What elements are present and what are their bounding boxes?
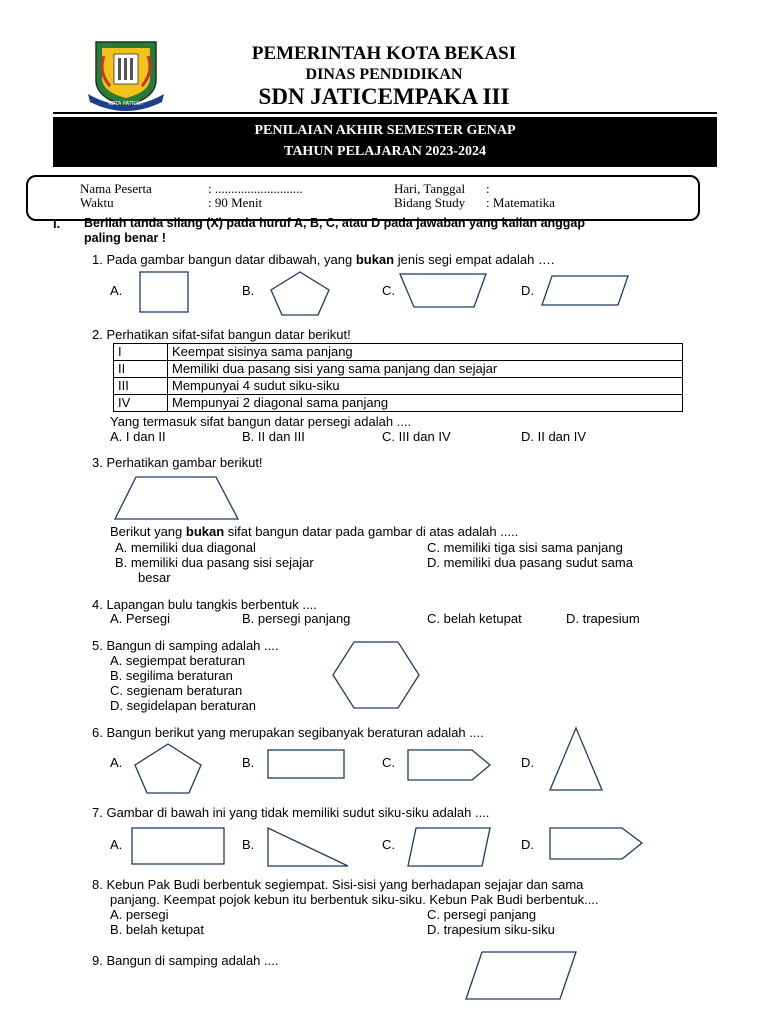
q6-option-d[interactable]: D. xyxy=(521,755,534,770)
q6-arrow-pentagon-shape xyxy=(406,748,492,782)
q6-triangle-shape xyxy=(548,726,604,792)
q8-text: 8. Kebun Pak Budi berbentuk segiempat. Sisi-sisi yang berhadapan sejajar dan sama xyxy=(92,877,584,892)
q1-option-a[interactable]: A. xyxy=(110,283,123,298)
table-cell: IV xyxy=(114,395,168,412)
q4-option-a[interactable]: A. Persegi xyxy=(110,611,170,626)
q2-properties-table xyxy=(113,343,683,412)
q3-text: 3. Perhatikan gambar berikut! xyxy=(92,455,263,470)
hari-label: Hari, Tanggal xyxy=(394,181,466,196)
q1-option-d[interactable]: D. xyxy=(521,283,534,298)
q4-text: 4. Lapangan bulu tangkis berbentuk .... xyxy=(92,597,317,612)
banner-title: PENILAIAN AKHIR SEMESTER GENAP xyxy=(254,123,516,138)
table-row xyxy=(114,378,683,395)
q6-pentagon-shape xyxy=(132,741,204,797)
q2-question: Yang termasuk sifat bangun datar persegi adalah .... xyxy=(110,414,412,429)
q8-option-d[interactable]: D. trapesium siku-siku xyxy=(427,922,555,937)
q9-text: 9. Bangun di samping adalah .... xyxy=(92,953,279,968)
logo-motto: KOTA PATRIOT xyxy=(108,101,144,107)
q8-text-cont: panjang. Keempat pojok kebun itu berbentuk siku-siku. Kebun Pak Budi berbentuk.... xyxy=(110,892,599,907)
q7-option-b[interactable]: B. xyxy=(242,837,255,852)
q8-option-b[interactable]: B. belah ketupat xyxy=(110,922,204,937)
q7-option-d[interactable]: D. xyxy=(521,837,534,852)
q2-option-b[interactable]: B. II dan III xyxy=(242,429,305,444)
q7-arrow-pentagon-shape xyxy=(548,826,644,862)
q1-trapezoid-shape xyxy=(398,271,490,311)
q9-parallelogram-shape xyxy=(464,950,580,1002)
table-cell: Mempunyai 4 sudut siku-siku xyxy=(168,378,683,395)
q6-option-a[interactable]: A. xyxy=(110,755,123,770)
table-row xyxy=(114,344,683,361)
q4-option-b[interactable]: B. persegi panjang xyxy=(242,611,351,626)
q5-option-c[interactable]: C. segienam beraturan xyxy=(110,683,243,698)
table-cell: III xyxy=(114,378,168,395)
q7-rectangle-shape xyxy=(130,826,226,866)
table-cell: Memiliki dua pasang sisi yang sama panjang dan sejajar xyxy=(168,361,683,378)
q7-option-a[interactable]: A. xyxy=(110,837,123,852)
section-instruction: Berilah tanda silang (X) pada huruf A, B, C, atau D pada jawaban yang kalian anggap xyxy=(84,216,586,230)
table-row xyxy=(114,395,683,412)
table-cell: Mempunyai 2 diagonal sama panjang xyxy=(168,395,683,412)
q1-parallelogram-shape xyxy=(540,273,632,309)
q1-emphasis: bukan xyxy=(355,252,395,267)
q7-option-c[interactable]: C. xyxy=(382,837,395,852)
q3-option-d[interactable]: D. memiliki dua pasang sudut sama xyxy=(427,555,633,570)
table-cell: II xyxy=(114,361,168,378)
q1-square-shape xyxy=(138,270,192,314)
q8-option-a[interactable]: A. persegi xyxy=(110,907,169,922)
q1-text: 1. Pada gambar bangun datar dibawah, yang bukan jenis segi empat adalah …. xyxy=(92,252,555,267)
bidang-value: : Matematika xyxy=(486,195,555,210)
q8-option-c[interactable]: C. persegi panjang xyxy=(427,907,537,922)
section-number: I. xyxy=(53,216,61,231)
header-department: DINAS PENDIDIKAN xyxy=(305,66,463,83)
q2-text: 2. Perhatikan sifat-sifat bangun datar berikut! xyxy=(92,327,351,342)
q3-option-d-cont: besar xyxy=(138,570,171,585)
banner-year: TAHUN PELAJARAN 2023-2024 xyxy=(284,144,486,159)
header-rule xyxy=(53,112,717,114)
table-cell: I xyxy=(114,344,168,361)
table-row xyxy=(114,361,683,378)
nama-value: : ........................... xyxy=(208,181,303,196)
q3-option-a[interactable]: A. memiliki dua diagonal xyxy=(115,540,256,555)
hari-value: : xyxy=(486,181,490,196)
q2-option-a[interactable]: A. I dan II xyxy=(110,429,166,444)
q2-option-d[interactable]: D. II dan IV xyxy=(521,429,587,444)
exam-banner xyxy=(53,117,717,167)
nama-label: Nama Peserta xyxy=(80,181,152,196)
q5-text: 5. Bangun di samping adalah .... xyxy=(92,638,279,653)
q1-option-c[interactable]: C. xyxy=(382,283,395,298)
q3-option-c[interactable]: C. memiliki tiga sisi sama panjang xyxy=(427,540,623,555)
q5-option-d[interactable]: D. segidelapan beraturan xyxy=(110,698,256,713)
section-instruction-cont: paling benar ! xyxy=(84,231,166,245)
q6-option-b[interactable]: B. xyxy=(242,755,255,770)
bidang-label: Bidang Study xyxy=(394,195,466,210)
q1-pentagon-shape xyxy=(268,270,332,318)
q1-option-b[interactable]: B. xyxy=(242,283,255,298)
q6-rectangle-shape xyxy=(266,748,346,780)
q3-trapezoid-shape xyxy=(112,474,242,522)
q7-right-triangle-shape xyxy=(266,826,350,868)
q5-option-b[interactable]: B. segilima beraturan xyxy=(110,668,233,683)
q2-option-c[interactable]: C. III dan IV xyxy=(382,429,451,444)
q4-option-d[interactable]: D. trapesium xyxy=(566,611,640,626)
header-school: SDN JATICEMPAKA III xyxy=(258,84,510,109)
waktu-label: Waktu xyxy=(80,195,114,210)
header-government: PEMERINTAH KOTA BEKASI xyxy=(251,43,517,64)
q7-parallelogram-shape xyxy=(406,826,492,868)
q6-option-c[interactable]: C. xyxy=(382,755,395,770)
table-cell: Keempat sisinya sama panjang xyxy=(168,344,683,361)
q3-question: Berikut yang bukan sifat bangun datar pada gambar di atas adalah ..... xyxy=(110,524,519,539)
q5-hexagon-shape xyxy=(330,640,422,710)
q3-emphasis: bukan xyxy=(185,524,225,539)
waktu-value: : 90 Menit xyxy=(208,195,263,210)
q6-text: 6. Bangun berikut yang merupakan segibanyak beraturan adalah .... xyxy=(92,725,484,740)
q5-option-a[interactable]: A. segiempat beraturan xyxy=(110,653,246,668)
q7-text: 7. Gambar di bawah ini yang tidak memiliki sudut siku-siku adalah .... xyxy=(92,805,490,820)
q4-option-c[interactable]: C. belah ketupat xyxy=(427,611,522,626)
q3-option-b[interactable]: B. memiliki dua pasang sisi sejajar xyxy=(115,555,314,570)
